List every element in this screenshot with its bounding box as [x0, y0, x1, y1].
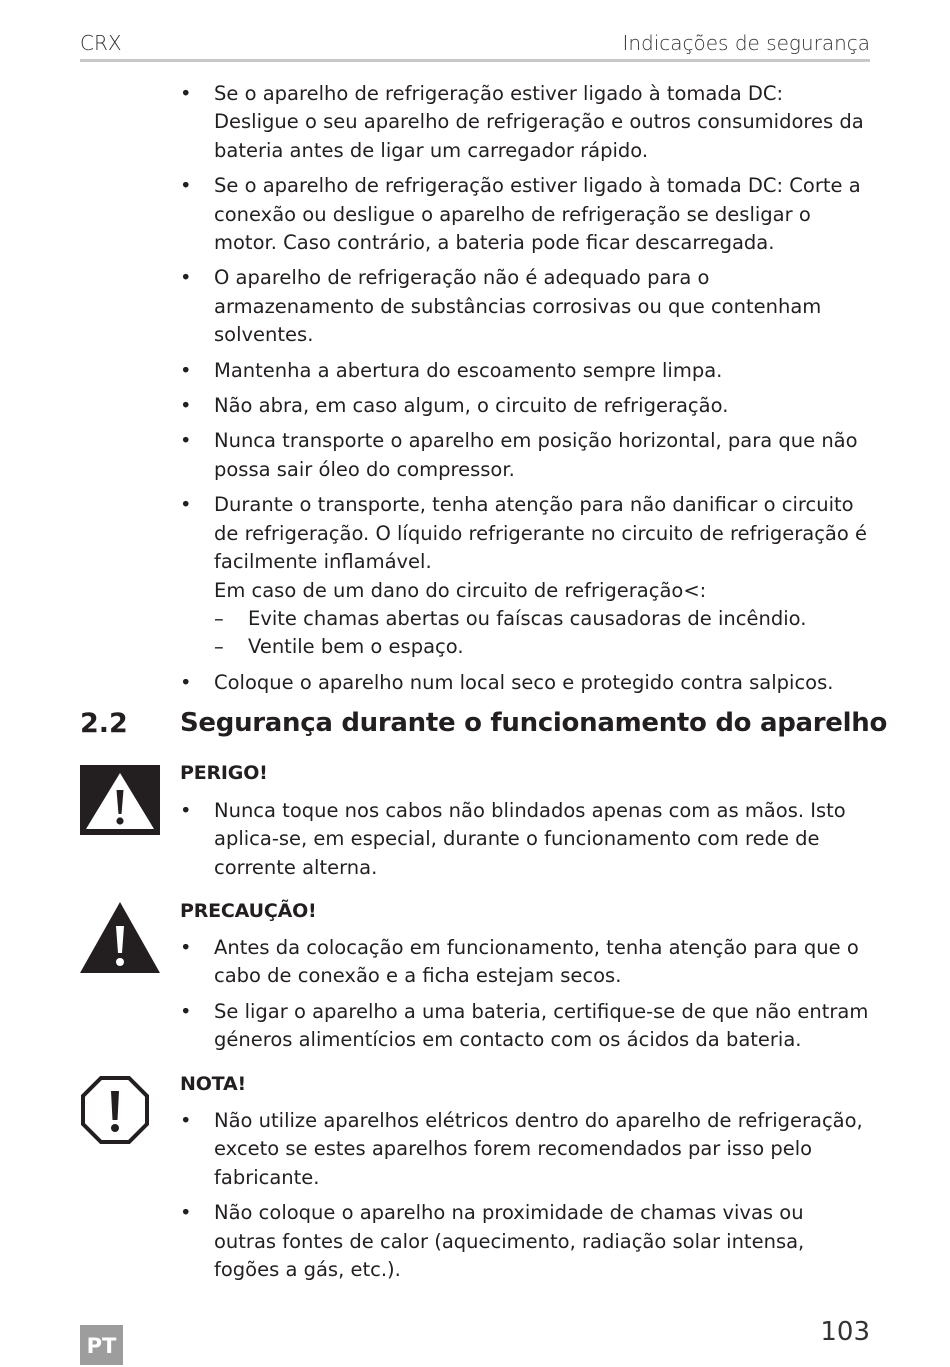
list-item: • Não abra, em caso algum, o circuito de refrigeração. — [180, 394, 729, 418]
page-number: 103 — [820, 1317, 870, 1347]
list-item: • O aparelho de refrigeração não é adequado para o armazenamento de substâncias corrosivas ou que contenham solventes. — [180, 266, 822, 347]
danger-list — [180, 797, 870, 889]
header-divider — [80, 59, 870, 62]
list-item: • Se o aparelho de refrigeração estiver ligado à tomada DC: Desligue o seu aparelho de refrigeração e outros consumidores da bateria antes de ligar um carregador rápido. — [180, 82, 864, 162]
damage-intro: Em caso de um dano do circuito de refrigeração<: — [214, 578, 707, 602]
list-item: • Se ligar o aparelho a uma bateria, certifique-se de que não entram géneros alimentícios em contacto com os ácidos da bateria. — [180, 999, 869, 1052]
caution-warning-icon — [80, 902, 160, 974]
header-chapter-title: Indicações de segurança — [622, 31, 870, 55]
list-item: • Não coloque o aparelho na proximidade de chamas vivas ou outras fontes de calor (aquecimento, radiação solar intensa, fogões a gás, etc.). — [180, 1201, 805, 1282]
list-item: • Durante o transporte, tenha atenção para não danificar o circuito de refrigeração. O líquido refrigerante no circuito de refrigeração é facilmente inflamável. Em caso de um dano do circuito de refrigeração<: – Evite chamas abertas ou faíscas causadoras de incêndio. – Ventile bem o espaço. — [180, 491, 870, 661]
list-item: • Se o aparelho de refrigeração estiver ligado à tomada DC: Corte a conexão ou desligue o aparelho de refrigeração se desligar o motor. Caso contrário, a bateria pode ficar descarregada. — [180, 174, 861, 255]
danger-warning-icon — [80, 765, 160, 835]
header-product-name: CRX — [80, 31, 122, 55]
section-title: Segurança durante o funcionamento do aparelho — [180, 708, 888, 738]
list-item: • Antes da colocação em funcionamento, tenha atenção para que o cabo de conexão e a ficha estejam secos. — [180, 936, 859, 988]
note-list — [180, 1107, 870, 1291]
damage-step: – Evite chamas abertas ou faíscas causadoras de incêndio. — [214, 606, 807, 630]
list-item: • Não utilize aparelhos elétricos dentro do aparelho de refrigeração, exceto se estes aparelhos forem recomendados par isso pelo fabricante. — [180, 1109, 863, 1189]
safety-bullet-list — [180, 80, 870, 704]
note-octagon-icon — [80, 1075, 150, 1145]
list-item: • Nunca transporte o aparelho em posição horizontal, para que não possa sair óleo do compressor. — [180, 429, 858, 481]
damage-step: – Ventile bem o espaço. — [214, 635, 464, 659]
list-item: • Coloque o aparelho num local seco e protegido contra salpicos. — [180, 670, 834, 694]
language-tab: PT — [80, 1325, 123, 1365]
list-item: • Nunca toque nos cabos não blindados apenas com as mãos. Isto aplica-se, em especial, durante o funcionamento com rede de corrente alterna. — [180, 799, 846, 879]
list-item: • Mantenha a abertura do escoamento sempre limpa. — [180, 358, 723, 382]
caution-list — [180, 934, 870, 1062]
section-number: 2.2 — [80, 708, 128, 739]
danger-label: PERIGO! — [180, 762, 268, 784]
note-label: NOTA! — [180, 1073, 246, 1095]
caution-label: PRECAUÇÃO! — [180, 900, 317, 922]
